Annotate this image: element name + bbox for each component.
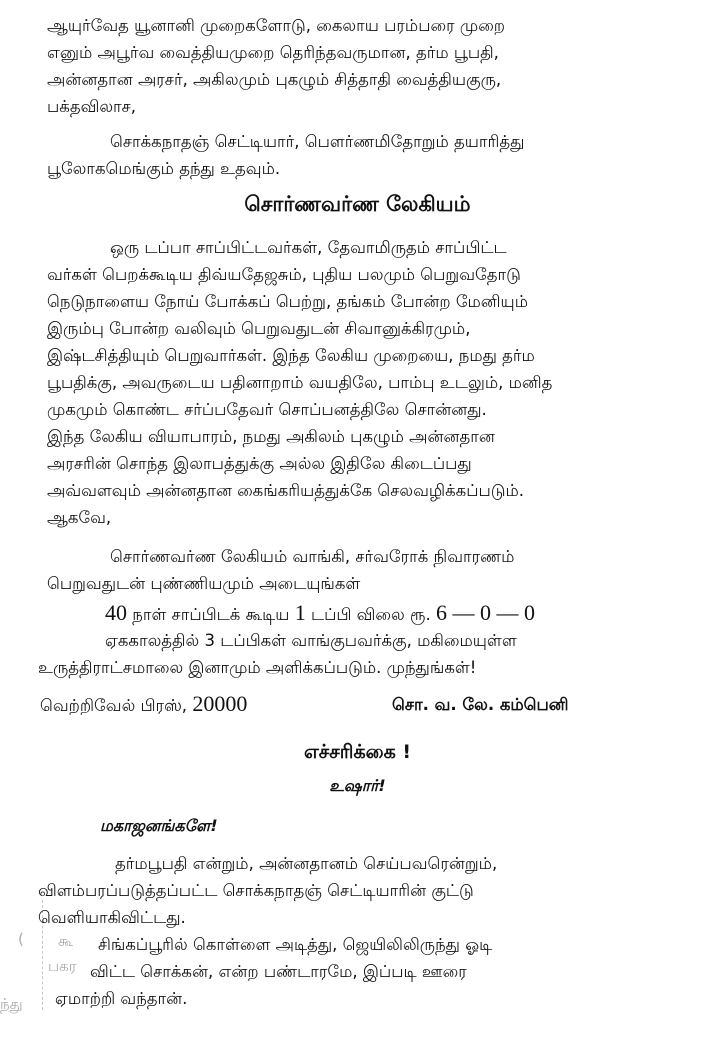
text-line: இஷ்டசித்தியும் பெறுவார்கள். இந்த லேகிய முறையை, நமது தர்ம [47,346,535,365]
text-line: சொர்ணவர்ண லேகியம் வாங்கி, சர்வரோக் நிவாரணம் [110,547,515,566]
text-line: உருத்திராட்சமாலை இனாமும் அளிக்கப்படும். முந்துங்கள்! [38,658,477,677]
text-line: முகமும் கொண்ட சர்ப்பதேவர் சொப்பனத்திலே சொன்னது. [47,400,487,419]
text-line: விட்ட சொக்கன், என்ற பண்டாரமே, இப்படி ஊரை [90,962,467,981]
company-name: சொ. வ. லே. கம்பெனி [392,695,569,714]
product-title: சொர்ணவர்ண லேகியம் [244,192,471,216]
price-line [105,600,715,628]
text-line: எனும் அபூர்வ வைத்தியமுறை தெரிந்தவருமான, தர்ம பூபதி, [47,43,499,62]
text-line: பக்தவிலாச, [47,97,137,116]
margin-mark: பகர [48,957,77,975]
text-line: வெளியாகிவிட்டது. [38,908,186,927]
text-line: வர்கள் பெறக்கூடிய திவ்யதேஜசும், புதிய பலமும் பெறுவதோடு [47,265,521,284]
days-number: 40 [105,600,127,625]
warning-subheading: உஷார்! [329,776,386,795]
text-line: நெடுநாளைய நோய் போக்கப் பெற்று, தங்கம் போன்ற மேனியும் [47,292,528,311]
text-line: ஆயுர்வேத யூனானி முறைகளோடு, கைலாய பரம்பரை முறை [47,16,506,35]
price-text: டப்பி விலை ரூ. [310,605,431,624]
press-name: வெற்றிவேல் பிரஸ், [40,696,188,715]
text-line: சிங்கப்பூரில் கொள்ளை அடித்து, ஜெயிலிலிருந்து ஓடி [98,935,493,954]
greeting: மகாஜனங்களே! [100,816,218,835]
print-count: 20000 [192,691,248,716]
margin-mark: ( [18,930,24,948]
text-line: பூலோகமெங்கும் தந்து உதவும். [47,159,281,178]
text-line: விளம்பரப்படுத்தப்பட்ட சொக்கநாதஞ் செட்டியாரின் குட்டு [38,881,474,900]
text-line: பூபதிக்கு, அவருடைய பதினாறாம் வயதிலே, பாம்பு உடலும், மனித [47,373,553,392]
text-line: தர்மபூபதி என்றும், அன்னதானம் செய்பவரென்றும், [115,854,498,873]
box-count: 1 [294,600,306,625]
text-line: அன்னதான அரசர், அகிலமும் புகழும் சித்தாதி வைத்தியகுரு, [47,70,502,89]
text-line: ஒரு டப்பா சாப்பிட்டவர்கள், தேவாமிருதம் சாப்பிட்ட [110,238,507,257]
text-line: பெறுவதுடன் புண்ணியமும் அடையுங்கள் [47,574,361,593]
margin-mark: ந்து [0,995,23,1013]
text-line: அரசரின் சொந்த இலாபத்துக்கு அல்ல இதிலே கிடைப்பது [47,454,472,473]
text-line: ஏமாற்றி வந்தான். [55,989,188,1008]
warning-heading: எச்சரிக்கை ! [303,741,412,763]
text-line: ஆகவே, [47,508,112,527]
text-line: ஏககாலத்தில் 3 டப்பிகள் வாங்குபவர்க்கு, மகிமையுள்ள [105,631,517,650]
price-amount: 6 — 0 — 0 [435,600,535,625]
text-line: சொக்கநாதஞ் செட்டியார், பௌர்ணமிதோறும் தயாரித்து [110,132,525,151]
margin-mark: கூ [58,932,74,950]
price-text: நாள் சாப்பிடக் கூடிய [132,605,290,624]
text-line: அவ்வளவும் அன்னதான கைங்கரியத்துக்கே செலவழிக்கப்படும். [47,481,525,500]
text-line: இரும்பு போன்ற வலிவும் பெறுவதுடன் சிவானுக்கிரமும், [47,319,471,338]
text-line: இந்த லேகிய வியாபாரம், நமது அகிலம் புகழும் அன்னதான [47,427,495,446]
